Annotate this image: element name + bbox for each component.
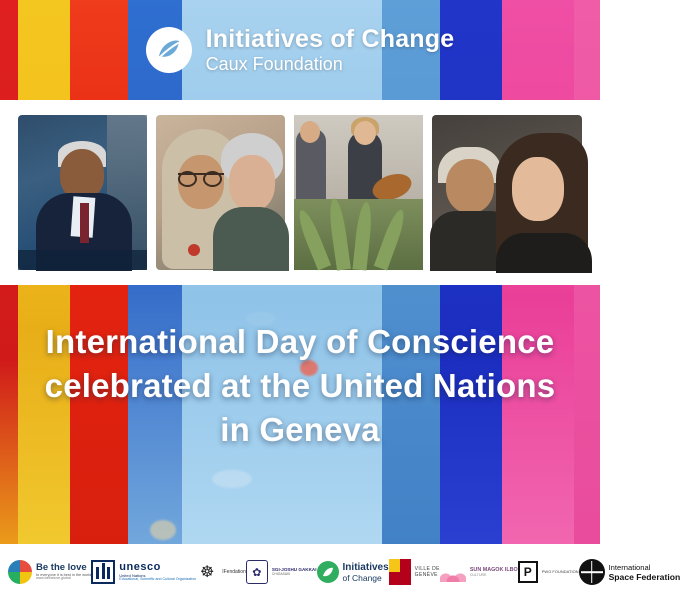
headline-line-3: in Geneva <box>220 411 380 449</box>
lotus-crest-icon: ✿ <box>246 560 268 584</box>
logo-pwf-sub: PWG FOUNDATION <box>541 568 579 574</box>
globe-icon <box>579 559 605 585</box>
color-wheel-icon <box>8 560 32 584</box>
paint-splotch <box>212 470 252 488</box>
temple-icon <box>91 560 115 584</box>
logo-pwf-foundation <box>518 561 579 583</box>
photo-strip <box>0 100 600 285</box>
logo-ioc-title: Initiatives <box>342 561 389 573</box>
photo-musician <box>294 115 423 270</box>
photo-two-women <box>156 115 285 270</box>
headline-line-1: International Day of Conscience <box>45 323 555 360</box>
logo-be-the-love-url: www.bethelove.global <box>36 576 71 581</box>
headline-line-2: celebrated at the United Nations <box>44 367 556 405</box>
photo-man-in-suit <box>18 115 147 270</box>
logo-unesco-title: unesco <box>119 561 161 574</box>
organization-subtitle: Caux Foundation <box>205 54 343 75</box>
logo-unesco-sub2: Educational, Scientific and Cultural Organization <box>119 576 197 581</box>
logo-lotus-title: SUN MAGOK ILBO <box>469 567 518 573</box>
brand-text <box>206 26 455 74</box>
logo-unesco <box>91 560 196 584</box>
logo-ville-sub: GENÈVE <box>414 572 438 578</box>
logo-ioc-sub: of Change <box>342 572 382 583</box>
logo-sun-magok-ilbo <box>440 562 518 582</box>
logo-be-the-love-title: Be the love <box>36 562 87 574</box>
logo-sgi <box>246 560 317 584</box>
logo-ville-de-geneve <box>389 559 440 585</box>
figure-icon: ☸ <box>200 564 215 581</box>
brand-lockup <box>146 26 455 74</box>
logo-be-the-love <box>8 560 91 584</box>
photo-man-and-woman <box>432 115 582 270</box>
logo-isf-title: International <box>608 562 651 572</box>
logo-sgi-title: SGI-JOSHU GAKKAI <box>271 566 317 572</box>
headline <box>0 320 600 453</box>
logo-sgi-sub: CHIGASAKI <box>271 571 291 576</box>
logo-initiatives-of-change <box>317 561 389 583</box>
lotus-icon <box>440 562 466 582</box>
logo-international-space-federation <box>579 559 680 585</box>
logo-isf-sub: Space Federation <box>608 571 680 582</box>
logo-ifendation <box>196 560 246 584</box>
logo-ville-title: VILLE DE <box>414 566 440 572</box>
logo-ifendation-title: IFendation <box>222 569 246 575</box>
logo-lotus-sub: CULTURE <box>469 573 487 577</box>
partner-logo-bar <box>0 544 680 600</box>
organization-name: Initiatives of Change <box>205 24 455 53</box>
leaf-circle-icon <box>146 27 192 73</box>
header <box>0 0 600 100</box>
paint-splotch <box>150 520 176 540</box>
letter-p-icon: P <box>518 561 538 583</box>
logo-be-the-love-sub: to everyone it is best in the world <box>36 573 92 578</box>
logo-unesco-sub: United Nations <box>119 572 146 578</box>
leaf-circle-icon <box>317 561 339 583</box>
geneva-flag-icon <box>389 559 411 585</box>
